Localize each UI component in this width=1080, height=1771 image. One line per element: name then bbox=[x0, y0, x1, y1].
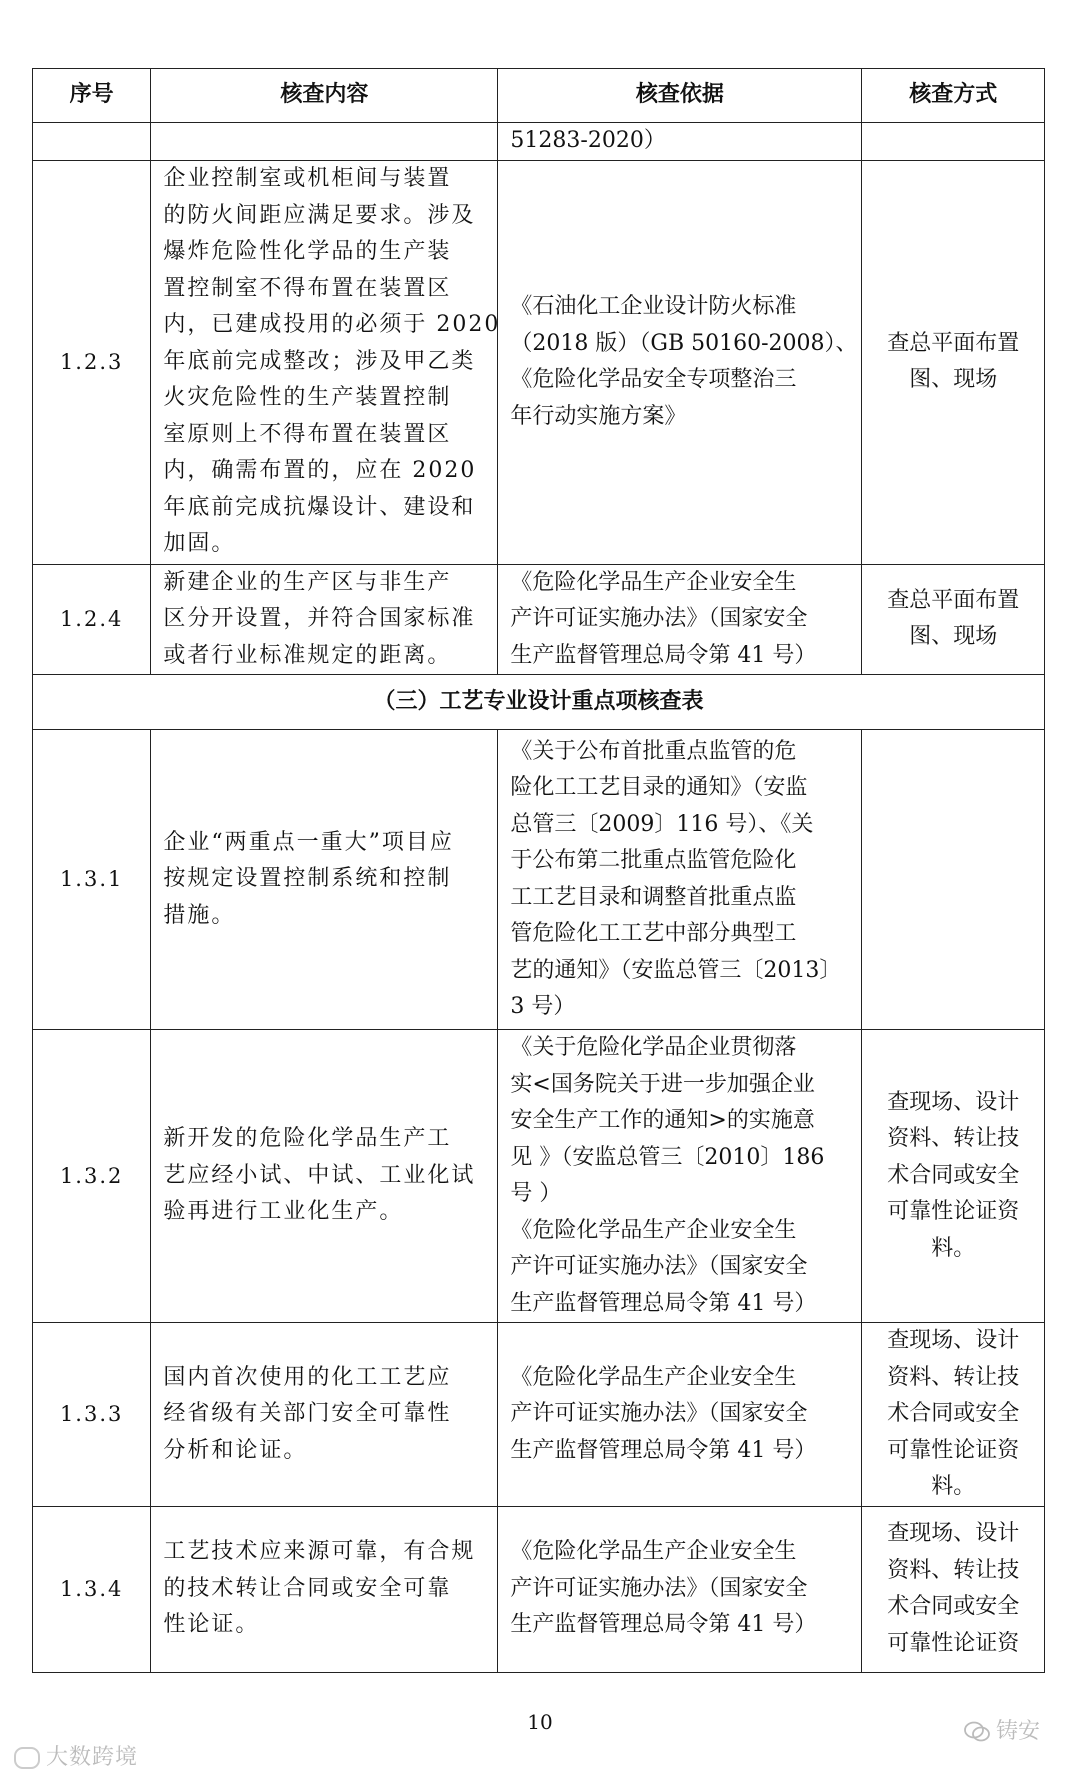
check-basis bbox=[498, 1030, 862, 1323]
table-row bbox=[33, 564, 1045, 675]
table-body-part1 bbox=[33, 123, 1045, 675]
check-method-line: 料。 bbox=[931, 1235, 976, 1261]
check-content-line: 内，已建成投用的必须于 2020 bbox=[163, 312, 501, 338]
check-method-line: 图、现场 bbox=[909, 624, 998, 650]
check-basis-line: 生产监督管理总局令第 41 号） bbox=[510, 642, 817, 668]
table-row bbox=[33, 1506, 1045, 1672]
check-method-line: 术合同或安全 bbox=[887, 1401, 1020, 1426]
check-method-line: 术合同或安全 bbox=[887, 1594, 1020, 1619]
check-basis-line: 《危险化学品生产企业安全生 bbox=[510, 1217, 797, 1243]
check-basis bbox=[498, 1506, 862, 1672]
check-method bbox=[862, 123, 1045, 161]
table-body-part2 bbox=[33, 730, 1045, 1673]
check-content bbox=[151, 160, 501, 564]
check-method-line: 查总平面布置 bbox=[887, 587, 1020, 613]
check-method-line: 可靠性论证资 bbox=[887, 1437, 1020, 1463]
table-row bbox=[33, 160, 1045, 564]
section-title: （三）工艺专业设计重点项核查表 bbox=[33, 675, 1045, 730]
check-basis bbox=[498, 564, 862, 675]
item-number: 1.3.4 bbox=[33, 1506, 151, 1672]
table-row bbox=[33, 730, 1045, 1030]
check-content-line: 火灾危险性的生产装置控制 bbox=[163, 385, 452, 411]
check-basis bbox=[498, 123, 862, 161]
check-basis-line: 产许可证实施办法》（国家安全 bbox=[510, 606, 808, 631]
check-content-line: 置控制室不得布置在装置区 bbox=[163, 275, 452, 301]
check-basis-line: 51283-2020） bbox=[510, 128, 666, 153]
check-basis-line: 产许可证实施办法》（国家安全 bbox=[510, 1254, 808, 1279]
check-content bbox=[151, 564, 498, 675]
check-method-line: 查总平面布置 bbox=[887, 330, 1020, 356]
check-content-line: 室原则上不得布置在装置区 bbox=[163, 421, 452, 447]
check-content-line: 区分开设置，并符合国家标准 bbox=[163, 606, 476, 631]
check-basis-line: 管危险化工工艺中部分典型工 bbox=[510, 921, 797, 946]
page-number: 10 bbox=[527, 1710, 553, 1734]
header-basis: 核查依据 bbox=[498, 69, 862, 123]
check-basis-line: 实<国务院关于进一步加强企业 bbox=[510, 1071, 815, 1097]
check-basis bbox=[498, 730, 862, 1030]
check-basis-line: 《危险化学品生产企业安全生 bbox=[510, 569, 797, 595]
check-content-line: 的防火间距应满足要求。涉及 bbox=[163, 202, 476, 228]
item-number: 1.3.2 bbox=[33, 1030, 151, 1323]
watermark-left bbox=[14, 1740, 138, 1771]
check-method-line: 资料、转让技 bbox=[887, 1126, 1020, 1152]
inspection-table bbox=[32, 68, 1045, 1673]
check-content-line: 措施。 bbox=[163, 902, 236, 928]
check-basis-line: 生产监督管理总局令第 41 号） bbox=[510, 1290, 817, 1316]
table-row bbox=[33, 1030, 1045, 1323]
check-content-line: 按规定设置控制系统和控制 bbox=[163, 866, 452, 892]
check-method bbox=[862, 1030, 1045, 1323]
check-basis-line: 产许可证实施办法》（国家安全 bbox=[510, 1575, 808, 1601]
check-content-line: 内，确需布置的，应在 2020 bbox=[163, 458, 477, 484]
watermark-right-text: 铸安 bbox=[995, 1719, 1040, 1744]
check-basis-line: 《关于危险化学品企业贯彻落 bbox=[510, 1035, 797, 1060]
check-content-line: 艺应经小试、中试、工业化试 bbox=[163, 1162, 476, 1188]
check-basis-line: 生产监督管理总局令第 41 号） bbox=[510, 1437, 817, 1463]
check-content-line: 年底前完成抗爆设计、建设和 bbox=[163, 494, 476, 520]
check-basis-line: 总管三〔2009〕116 号）、《关 bbox=[510, 811, 814, 837]
table-header-row bbox=[33, 69, 1045, 123]
check-basis bbox=[498, 1323, 862, 1507]
check-content bbox=[151, 1506, 498, 1672]
item-number bbox=[33, 123, 151, 161]
check-basis-line: 见 》（安监总管三〔2010〕186 bbox=[510, 1144, 825, 1170]
check-content bbox=[151, 123, 498, 161]
check-basis-line: 号 ） bbox=[510, 1181, 562, 1206]
check-basis-line: （2018 版）（GB 50160-2008）、 bbox=[510, 330, 858, 356]
check-method-line: 查现场、设计 bbox=[887, 1089, 1020, 1115]
check-content-line: 验再进行工业化生产。 bbox=[163, 1199, 404, 1225]
check-basis-line: 产许可证实施办法》（国家安全 bbox=[510, 1401, 808, 1426]
check-method-line: 术合同或安全 bbox=[887, 1162, 1020, 1188]
table-row bbox=[33, 123, 1045, 161]
item-number: 1.3.1 bbox=[33, 730, 151, 1030]
check-basis-line: 险化工工艺目录的通知》（安监 bbox=[510, 775, 808, 800]
check-content-line: 企业“两重点一重大”项目应 bbox=[163, 829, 454, 855]
check-method-line: 资料、转让技 bbox=[887, 1364, 1020, 1390]
check-content-line: 国内首次使用的化工工艺应 bbox=[163, 1364, 452, 1390]
header-method: 核查方式 bbox=[862, 69, 1045, 123]
watermark-right bbox=[964, 1714, 1040, 1745]
check-method bbox=[862, 1506, 1045, 1672]
check-method-line: 资料、转让技 bbox=[887, 1557, 1020, 1583]
check-basis-line: 《关于公布首批重点监管的危 bbox=[510, 738, 797, 764]
check-content-line: 企业控制室或机柜间与装置 bbox=[163, 166, 452, 192]
check-basis-line: 于公布第二批重点监管危险化 bbox=[510, 848, 797, 873]
item-number: 1.2.3 bbox=[33, 160, 151, 564]
check-content bbox=[151, 1030, 498, 1323]
check-method-line: 料。 bbox=[931, 1474, 976, 1499]
check-content-line: 加固。 bbox=[163, 531, 236, 557]
check-basis-line: 《危险化学品生产企业安全生 bbox=[510, 1364, 797, 1390]
check-basis-line: 《危险化学品生产企业安全生 bbox=[510, 1539, 797, 1565]
item-number: 1.2.4 bbox=[33, 564, 151, 675]
table-row bbox=[33, 1323, 1045, 1507]
check-basis-line: 年行动实施方案》 bbox=[510, 403, 687, 429]
check-basis-line: 《石油化工企业设计防火标准 bbox=[510, 294, 797, 319]
header-no: 序号 bbox=[33, 69, 151, 123]
check-basis-line: 工工艺目录和调整首批重点监 bbox=[510, 884, 797, 910]
check-method-line: 图、现场 bbox=[909, 367, 998, 392]
check-content-line: 年底前完成整改；涉及甲乙类 bbox=[163, 348, 476, 374]
check-method bbox=[862, 1323, 1045, 1507]
check-method-line: 可靠性论证资 bbox=[887, 1630, 1020, 1656]
check-basis-line: 《危险化学品安全专项整治三 bbox=[510, 367, 797, 392]
check-content-line: 新建企业的生产区与非生产 bbox=[163, 569, 452, 595]
check-content-line: 的技术转让合同或安全可靠 bbox=[163, 1575, 452, 1601]
item-number: 1.3.3 bbox=[33, 1323, 151, 1507]
header-content: 核查内容 bbox=[151, 69, 498, 123]
check-content bbox=[151, 730, 498, 1030]
check-method-line: 查现场、设计 bbox=[887, 1328, 1020, 1353]
check-method-line: 查现场、设计 bbox=[887, 1521, 1020, 1546]
check-basis-line: 艺的通知》（安监总管三〔2013〕 bbox=[510, 957, 842, 983]
check-content-line: 爆炸危险性化学品的生产装 bbox=[163, 239, 452, 265]
check-method bbox=[862, 564, 1045, 675]
check-basis-line: 生产监督管理总局令第 41 号） bbox=[510, 1612, 817, 1638]
wechat-icon bbox=[964, 1721, 990, 1743]
check-basis-line: 安全生产工作的通知>的实施意 bbox=[510, 1108, 815, 1133]
check-content-line: 工艺技术应来源可靠，有合规 bbox=[163, 1539, 476, 1565]
check-content-line: 性论证。 bbox=[163, 1612, 260, 1638]
check-content-line: 新开发的危险化学品生产工 bbox=[163, 1126, 452, 1152]
check-content-line: 分析和论证。 bbox=[163, 1437, 308, 1463]
check-basis bbox=[498, 160, 862, 564]
watermark-left-text: 大数跨境 bbox=[46, 1745, 139, 1770]
check-method-line: 可靠性论证资 bbox=[887, 1199, 1020, 1225]
section-row bbox=[33, 675, 1045, 730]
check-content-line: 经省级有关部门安全可靠性 bbox=[163, 1401, 452, 1426]
check-method bbox=[862, 160, 1045, 564]
check-method bbox=[862, 730, 1045, 1030]
check-content-line: 或者行业标准规定的距离。 bbox=[163, 642, 452, 668]
watermark-logo-icon bbox=[14, 1747, 40, 1769]
check-basis-line: 3 号） bbox=[510, 994, 576, 1019]
check-content bbox=[151, 1323, 498, 1507]
